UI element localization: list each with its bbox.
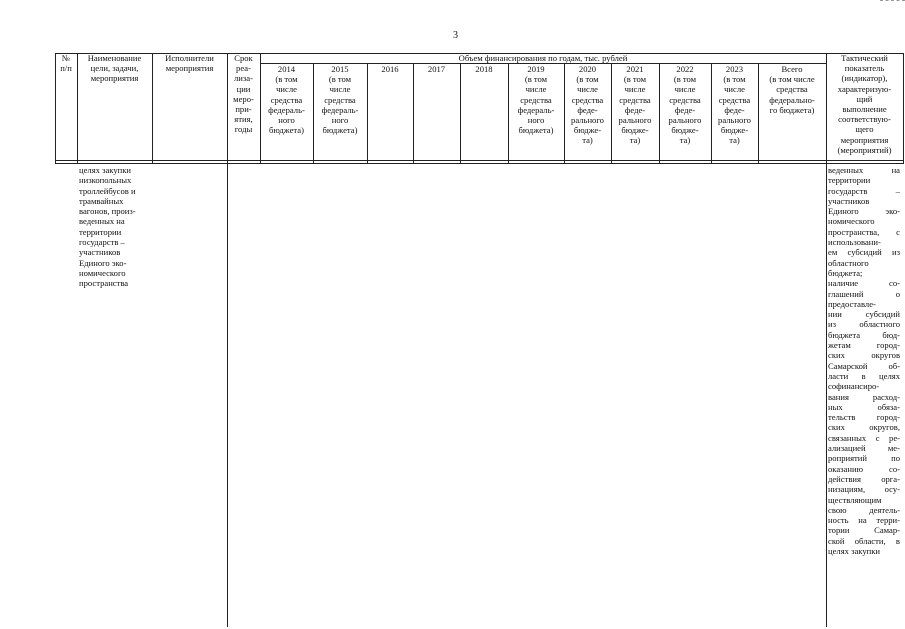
indicator-line: тельств город- xyxy=(828,412,900,423)
header-year-2021: 2021 (в том числе средства феде- рального бюдже- та) xyxy=(618,64,652,146)
indicator-line: Единого эко- xyxy=(828,206,900,217)
indicator-line: номического xyxy=(828,216,875,227)
header-term: Срок реа- лиза- ции меро- при- ятия, годы xyxy=(233,53,254,135)
header-indicator: Тактический показатель (индикатор), характеризую- щий выполнение соответствую- щего мероприятия (мероприятий) xyxy=(837,53,892,155)
header-year-2015: 2015 (в том числе средства федераль- ного бюджета) xyxy=(321,64,359,136)
header-bottom-border-2 xyxy=(55,163,904,164)
indicator-line: участников xyxy=(828,195,870,206)
row-name-text: целях закупки низкопольных троллейбусов и трамвайных вагонов, произ- веденных на территории государств – участников Единого эко- номического пространства xyxy=(79,165,136,289)
indicator-line: связанных с ре- xyxy=(828,432,900,443)
indicator-line: наличие со- xyxy=(828,278,900,289)
indicator-line: ализацией ме- xyxy=(828,443,900,454)
indicator-line: веденных на xyxy=(828,165,900,175)
indicator-line: ласти в целях xyxy=(828,370,900,381)
indicator-line: ских округов xyxy=(828,350,900,361)
indicator-line: ских округов, xyxy=(828,422,900,433)
indicator-line: жетам город- xyxy=(828,340,900,351)
header-number: № п/п xyxy=(60,53,72,74)
indicator-line: оказанию со- xyxy=(828,463,900,474)
indicator-line: ных обяза- xyxy=(828,401,900,412)
divider-exec-term xyxy=(227,53,228,627)
header-year-2014: 2014 (в том числе средства федераль- ного бюджета) xyxy=(268,64,305,136)
row-indicator-text xyxy=(828,165,900,556)
indicator-line: вания расход- xyxy=(828,391,900,402)
indicator-line: ность на терри- xyxy=(828,515,900,526)
header-year-2022: 2022 (в том числе средства феде- рального бюдже- та) xyxy=(668,64,702,146)
page-number: 3 xyxy=(453,30,458,41)
indicator-line: тории Самар- xyxy=(828,525,900,536)
indicator-line: использовани- xyxy=(828,237,881,248)
indicator-line: целях закупки xyxy=(828,545,881,556)
header-funding-title: Объем финансирования по годам, тыс. рублей xyxy=(458,53,628,63)
header-year-2017: 2017 xyxy=(427,64,446,74)
indicator-line: свою деятель- xyxy=(828,504,900,515)
divider-2017-2018 xyxy=(460,63,461,163)
header-year-2020: 2020 (в том числе средства феде- рального бюдже- та) xyxy=(571,64,604,146)
indicator-line: ской области, в xyxy=(828,535,900,546)
header-total: Всего (в том числе средства федерально- го бюджета) xyxy=(769,64,815,115)
header-executors: Исполнители мероприятия xyxy=(165,53,214,74)
indicator-line: областного xyxy=(828,257,869,268)
border-right xyxy=(903,53,904,163)
header-bottom-border xyxy=(55,160,904,161)
indicator-line: из областного xyxy=(828,319,900,330)
header-year-2019: 2019 (в том числе средства федераль- ного бюджета) xyxy=(517,64,555,136)
indicator-line: ем субсидий из xyxy=(828,247,900,258)
indicator-line: нии субсидий xyxy=(828,309,900,320)
indicator-line: софинансиро- xyxy=(828,381,880,392)
indicator-line: Самарской об- xyxy=(828,360,900,371)
header-year-2018: 2018 xyxy=(475,64,493,74)
indicator-line: государств – xyxy=(828,185,900,196)
scan-edge-mark xyxy=(880,0,905,1)
indicator-line: бюджета бюд- xyxy=(828,329,900,340)
indicator-line: действия орга- xyxy=(828,473,900,484)
indicator-line: глашений о xyxy=(828,288,900,299)
divider-2016-2017 xyxy=(413,63,414,163)
indicator-line: пространства, с xyxy=(828,226,900,237)
indicator-line: бюджета; xyxy=(828,267,863,278)
funding-table xyxy=(55,53,904,627)
header-name: Наименование цели, задачи, мероприятия xyxy=(87,53,142,84)
indicator-line: низациям, осу- xyxy=(828,484,900,495)
header-year-2016: 2016 xyxy=(381,64,399,74)
indicator-line: ществляющим xyxy=(828,494,882,505)
indicator-line: роприятий по xyxy=(828,453,900,464)
indicator-line: предоставле- xyxy=(828,298,876,309)
header-year-2023: 2023 (в том числе средства феде- рального бюдже- та) xyxy=(718,64,751,146)
divider-2015-2016 xyxy=(367,63,368,163)
indicator-line: территории xyxy=(828,175,871,186)
